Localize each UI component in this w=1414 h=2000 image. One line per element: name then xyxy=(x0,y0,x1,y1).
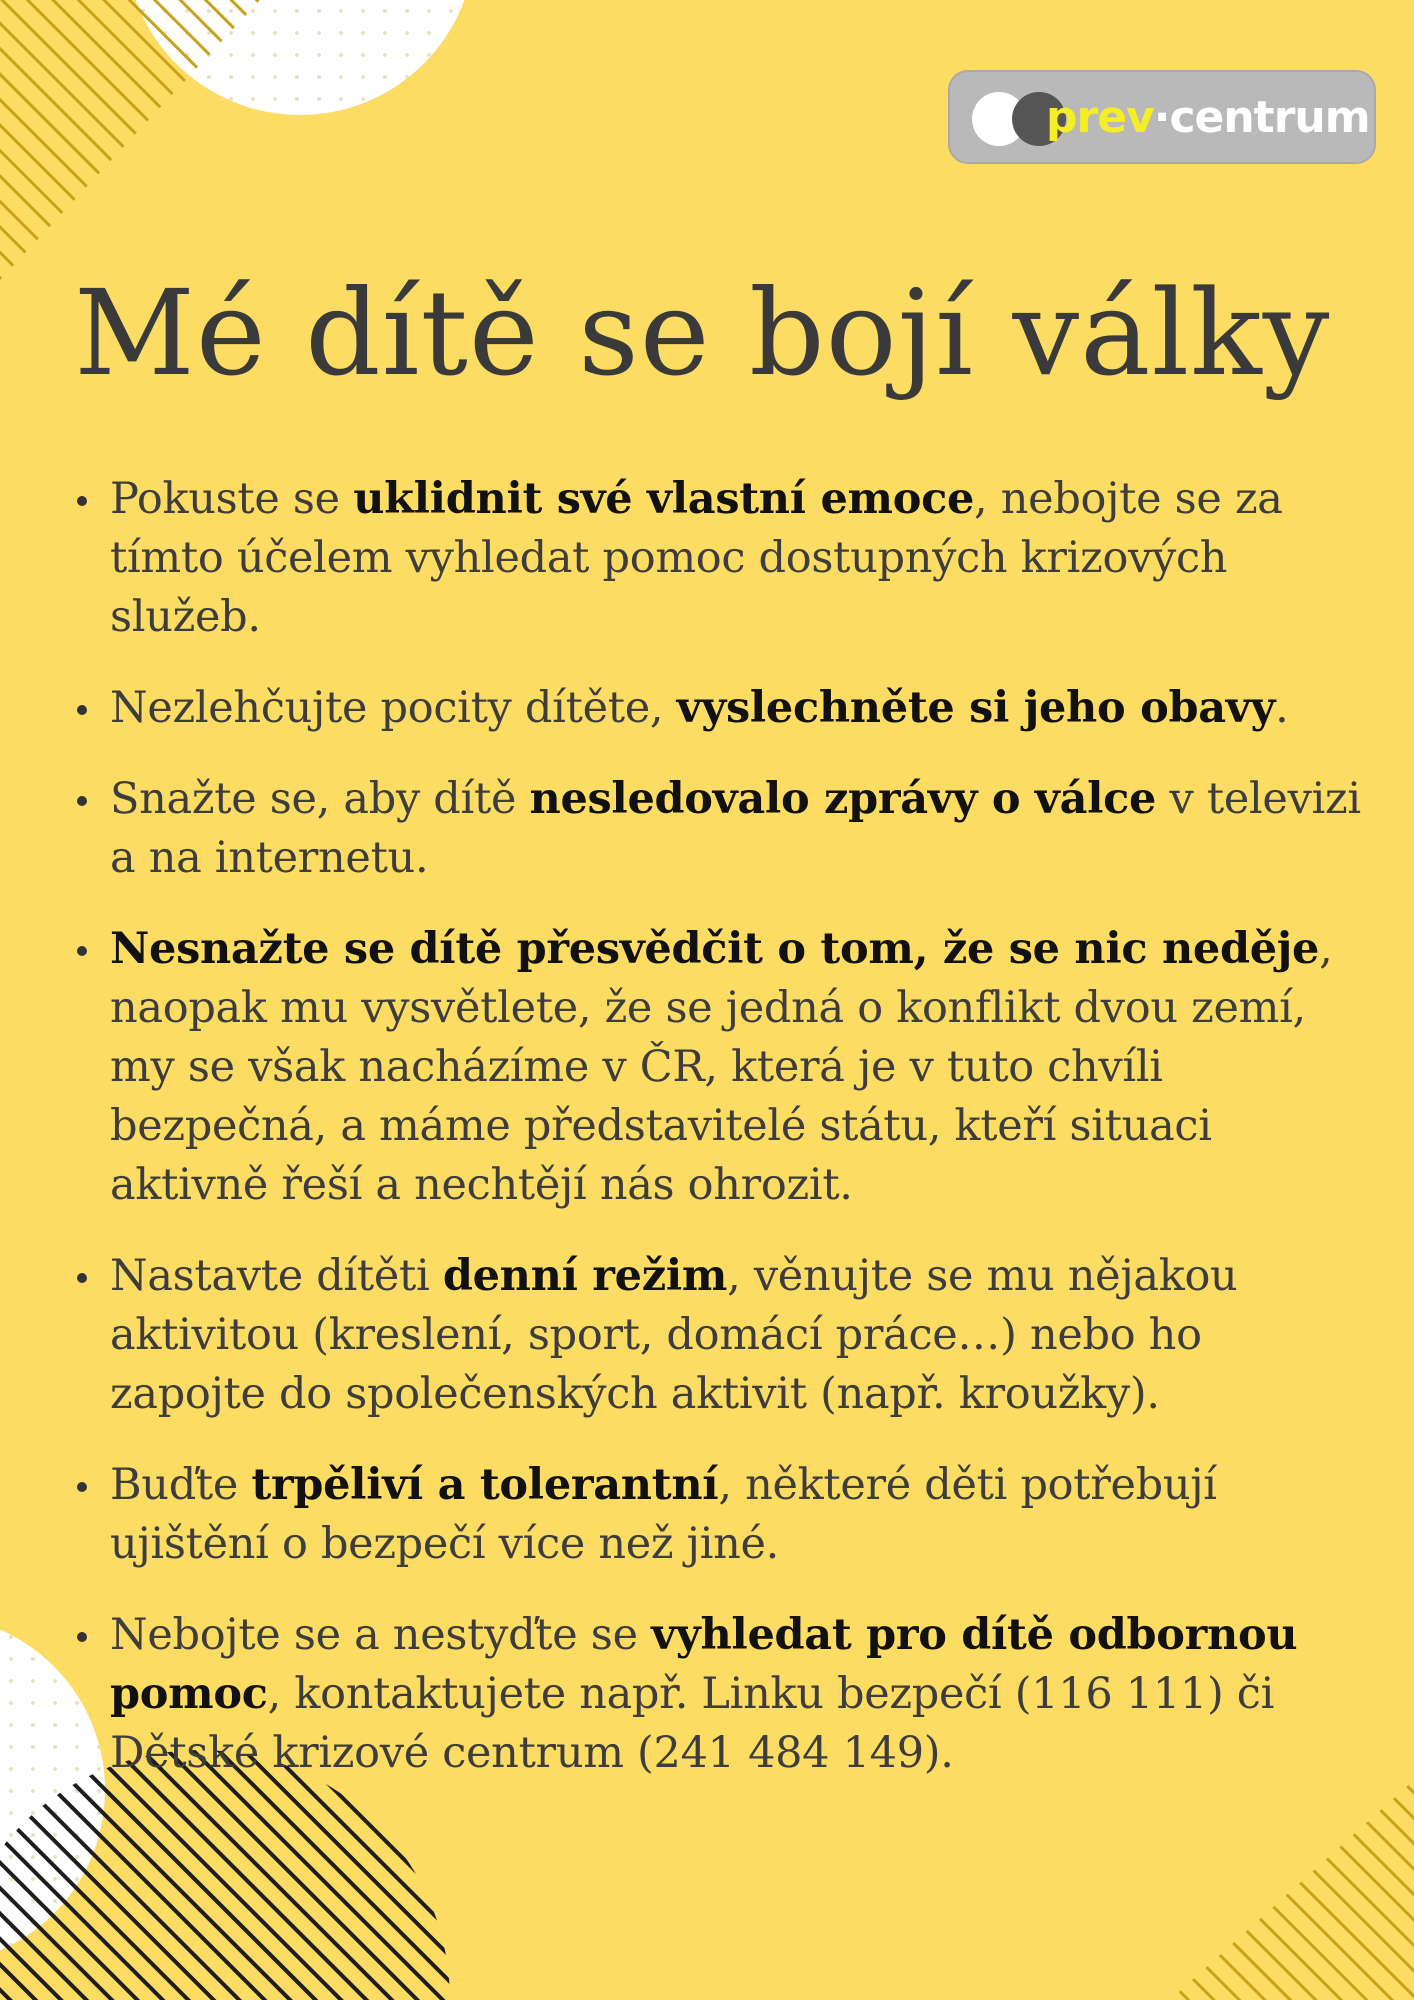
tips-list xyxy=(74,470,1364,1815)
list-item: Nebojte se a nestyďte se vyhledat pro dítě odbornou pomoc, kontaktujete např. Linku bezpečí (116 111) či Dětské krizové centrum (241 484 149). xyxy=(74,1606,1364,1783)
logo-wordmark: prev·centrum xyxy=(1046,92,1370,143)
list-item: Snažte se, aby dítě nesledovalo zprávy o válce v televizi a na internetu. xyxy=(74,770,1364,888)
list-item: Pokuste se uklidnit své vlastní emoce, nebojte se za tímto účelem vyhledat pomoc dostupných krizových služeb. xyxy=(74,470,1364,647)
list-item: Nesnažte se dítě přesvědčit o tom, že se nic neděje, naopak mu vysvětlete, že se jedná o konflikt dvou zemí, my se však nacházíme v ČR, která je v tuto chvíli bezpečná, a máme představitelé státu, kteří situaci aktivně řeší a nechtějí nás ohrozit. xyxy=(74,920,1364,1215)
page-title: Mé dítě se bojí války xyxy=(74,264,1331,402)
top-left-decoration xyxy=(0,0,480,300)
list-item: Nezlehčujte pocity dítěte, vyslechněte si jeho obavy. xyxy=(74,679,1364,738)
prevcentrum-logo xyxy=(948,70,1376,164)
list-item: Buďte trpěliví a tolerantní, některé děti potřebují ujištění o bezpečí více než jiné. xyxy=(74,1456,1364,1574)
list-item: Nastavte dítěti denní režim, věnujte se mu nějakou aktivitou (kreslení, sport, domácí práce…) nebo ho zapojte do společenských aktivit (např. kroužky). xyxy=(74,1247,1364,1424)
